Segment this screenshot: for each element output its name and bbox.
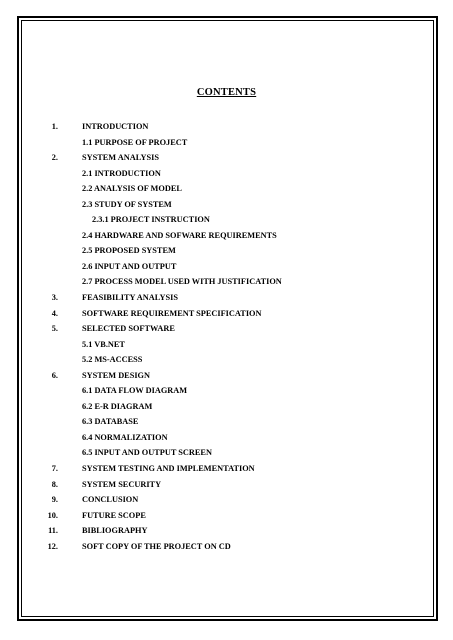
toc-entry-label: 2.4 HARDWARE AND SOFWARE REQUIREMENTS [82,230,277,240]
toc-entry-number: 2. [51,153,58,163]
toc-entry [0,401,453,417]
toc-entry-number: 8. [51,479,58,489]
toc-entry-label: BIBLIOGRAPHY [82,526,148,536]
table-of-contents [0,121,453,556]
toc-entry [0,479,453,495]
toc-entry-number: 5. [51,324,58,334]
toc-entry-label: 2.5 PROPOSED SYSTEM [82,246,176,256]
toc-entry-label: 6.3 DATABASE [82,417,139,427]
toc-entry-number: 10. [47,510,58,520]
toc-entry-label: INTRODUCTION [82,122,149,131]
toc-entry [0,261,453,277]
toc-entry [0,308,453,324]
toc-entry [0,541,453,557]
toc-entry [0,121,453,137]
toc-entry [0,432,453,448]
toc-entry [0,339,453,355]
toc-entry-label: 6.4 NORMALIZATION [82,432,168,442]
toc-entry-label: FUTURE SCOPE [82,510,146,520]
toc-entry-label: 5.2 MS-ACCESS [82,355,143,365]
toc-entry [0,230,453,246]
toc-entry [0,276,453,292]
toc-entry-number: 7. [51,464,58,474]
toc-entry-label: SYSTEM TESTING AND IMPLEMENTATION [82,464,255,474]
page-title: CONTENTS [196,87,257,98]
toc-entry-label: SOFTWARE REQUIREMENT SPECIFICATION [82,308,262,318]
toc-entry-number: 1. [51,122,58,131]
toc-entry [0,323,453,339]
toc-entry [0,168,453,184]
toc-entry-label: FEASIBILITY ANALYSIS [82,293,178,303]
toc-entry [0,370,453,386]
toc-entry-label: 6.1 DATA FLOW DIAGRAM [82,386,188,396]
toc-entry [0,137,453,153]
toc-entry-label: 2.6 INPUT AND OUTPUT [82,261,177,271]
toc-entry-label: 2.2 ANALYSIS OF MODEL [82,184,182,194]
toc-entry [0,183,453,199]
toc-entry-label: SYSTEM DESIGN [82,370,151,380]
toc-entry-label: 2.3.1 PROJECT INSTRUCTION [92,215,210,225]
toc-entry-label: 6.5 INPUT AND OUTPUT SCREEN [82,448,212,458]
toc-entry-number: 9. [51,495,58,505]
toc-entry [0,245,453,261]
toc-entry [0,354,453,370]
toc-entry [0,152,453,168]
toc-entry-label: 2.3 STUDY OF SYSTEM [82,199,172,209]
toc-entry [0,447,453,463]
toc-entry-number: 11. [48,526,58,536]
toc-entry-label: 5.1 VB.NET [82,339,125,349]
toc-entry-number: 6. [51,370,58,380]
toc-entry-label: SELECTED SOFTWARE [82,324,175,334]
toc-entry-label: SOFT COPY OF THE PROJECT ON CD [82,541,231,551]
toc-entry-number: 4. [51,308,58,318]
toc-entry-number: 3. [51,293,58,303]
toc-entry [0,494,453,510]
toc-entry [0,525,453,541]
toc-entry-label: 6.2 E-R DIAGRAM [82,401,153,411]
toc-entry [0,199,453,215]
toc-entry [0,292,453,308]
toc-entry-number: 12. [47,541,58,551]
toc-entry [0,463,453,479]
toc-entry-label: CONCLUSION [82,495,139,505]
toc-entry-label: 1.1 PURPOSE OF PROJECT [82,137,188,147]
toc-entry-label: 2.1 INTRODUCTION [82,168,161,178]
toc-entry [0,385,453,401]
toc-entry [0,510,453,526]
toc-entry-label: 2.7 PROCESS MODEL USED WITH JUSTIFICATION [82,277,282,287]
toc-entry [0,214,453,230]
toc-entry-label: SYSTEM SECURITY [82,479,162,489]
toc-entry-label: SYSTEM ANALYSIS [82,153,159,163]
toc-entry [0,416,453,432]
